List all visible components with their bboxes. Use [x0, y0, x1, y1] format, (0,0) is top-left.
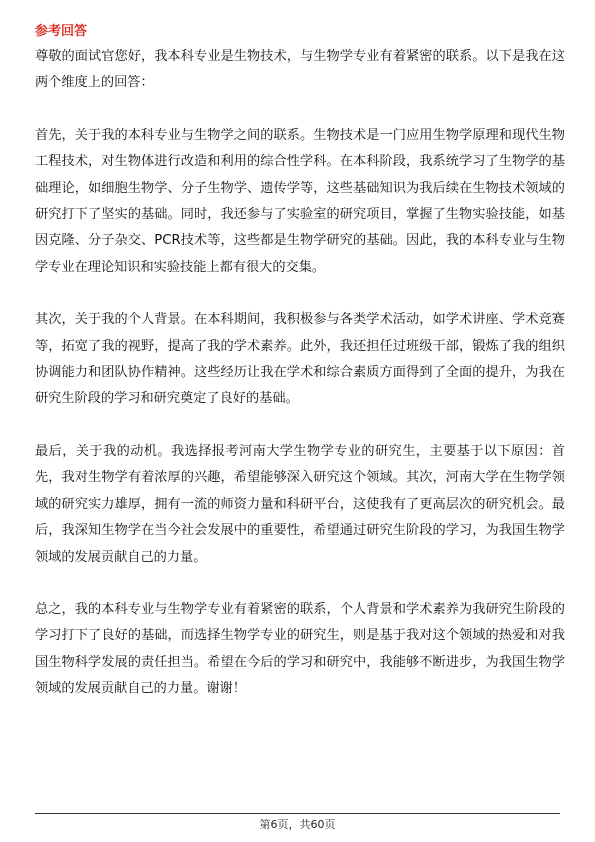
footer-divider: [35, 813, 560, 814]
paragraph-conclusion: 总之，我的本科专业与生物学专业有着紧密的联系，个人背景和学术素养为我研究生阶段的学习打下了良好的基础，而选择生物学专业的研究生，则是基于我对这个领域的热爱和对我国生物科学发展的责任担当。希望在今后的学习和研究中，我能够不断进步，为我国生物学领域的发展贡献自己的力量。谢谢！: [35, 601, 565, 697]
paragraph-motivation: 最后，关于我的动机。我选择报考河南大学生物学专业的研究生，主要基于以下原因：首先，我对生物学有着浓厚的兴趣，希望能够深入研究这个领域。其次，河南大学在生物学领域的研究实力雄厚，拥有一流的师资力量和科研平台，这使我有了更高层次的研究机会。最后，我深知生物学在当今社会发展中的重要性，希望通过研究生阶段的学习，为我国生物学领域的发展贡献自己的力量。: [35, 443, 565, 565]
page-number: 第6页，共60页: [259, 818, 336, 831]
section-heading: 参考回答: [35, 24, 88, 39]
paragraph-major-connection: 首先，关于我的本科专业与生物学之间的联系。生物技术是一门应用生物学原理和现代生物工程技术，对生物体进行改造和利用的综合性学科。在本科阶段，我系统学习了生物学的基础理论，如细胞生物学、分子生物学、遗传学等，这些基础知识为我后续在生物技术领域的研究打下了坚实的基础。同时，我还参与了实验室的研究项目，掌握了生物实验技能，如基因克隆、分子杂交、PCR技术等，这些都是生物学研究的基础。因此，我的本科专业与生物学专业在理论知识和实验技能上都有很大的交集。: [35, 127, 565, 275]
paragraph-intro: 尊敬的面试官您好，我本科专业是生物技术，与生物学专业有着紧密的联系。以下是我在这两个维度上的回答：: [35, 49, 565, 91]
document-body: [35, 22, 565, 729]
paragraph-personal-background: 其次，关于我的个人背景。在本科期间，我积极参与各类学术活动，如学术讲座、学术竞赛等，拓宽了我的视野，提高了我的学术素养。此外，我还担任过班级干部，锻炼了我的组织协调能力和团队协作精神。这些经历让我在学术和综合素质方面得到了全面的提升，为我在研究生阶段的学习和研究奠定了良好的基础。: [35, 312, 565, 407]
